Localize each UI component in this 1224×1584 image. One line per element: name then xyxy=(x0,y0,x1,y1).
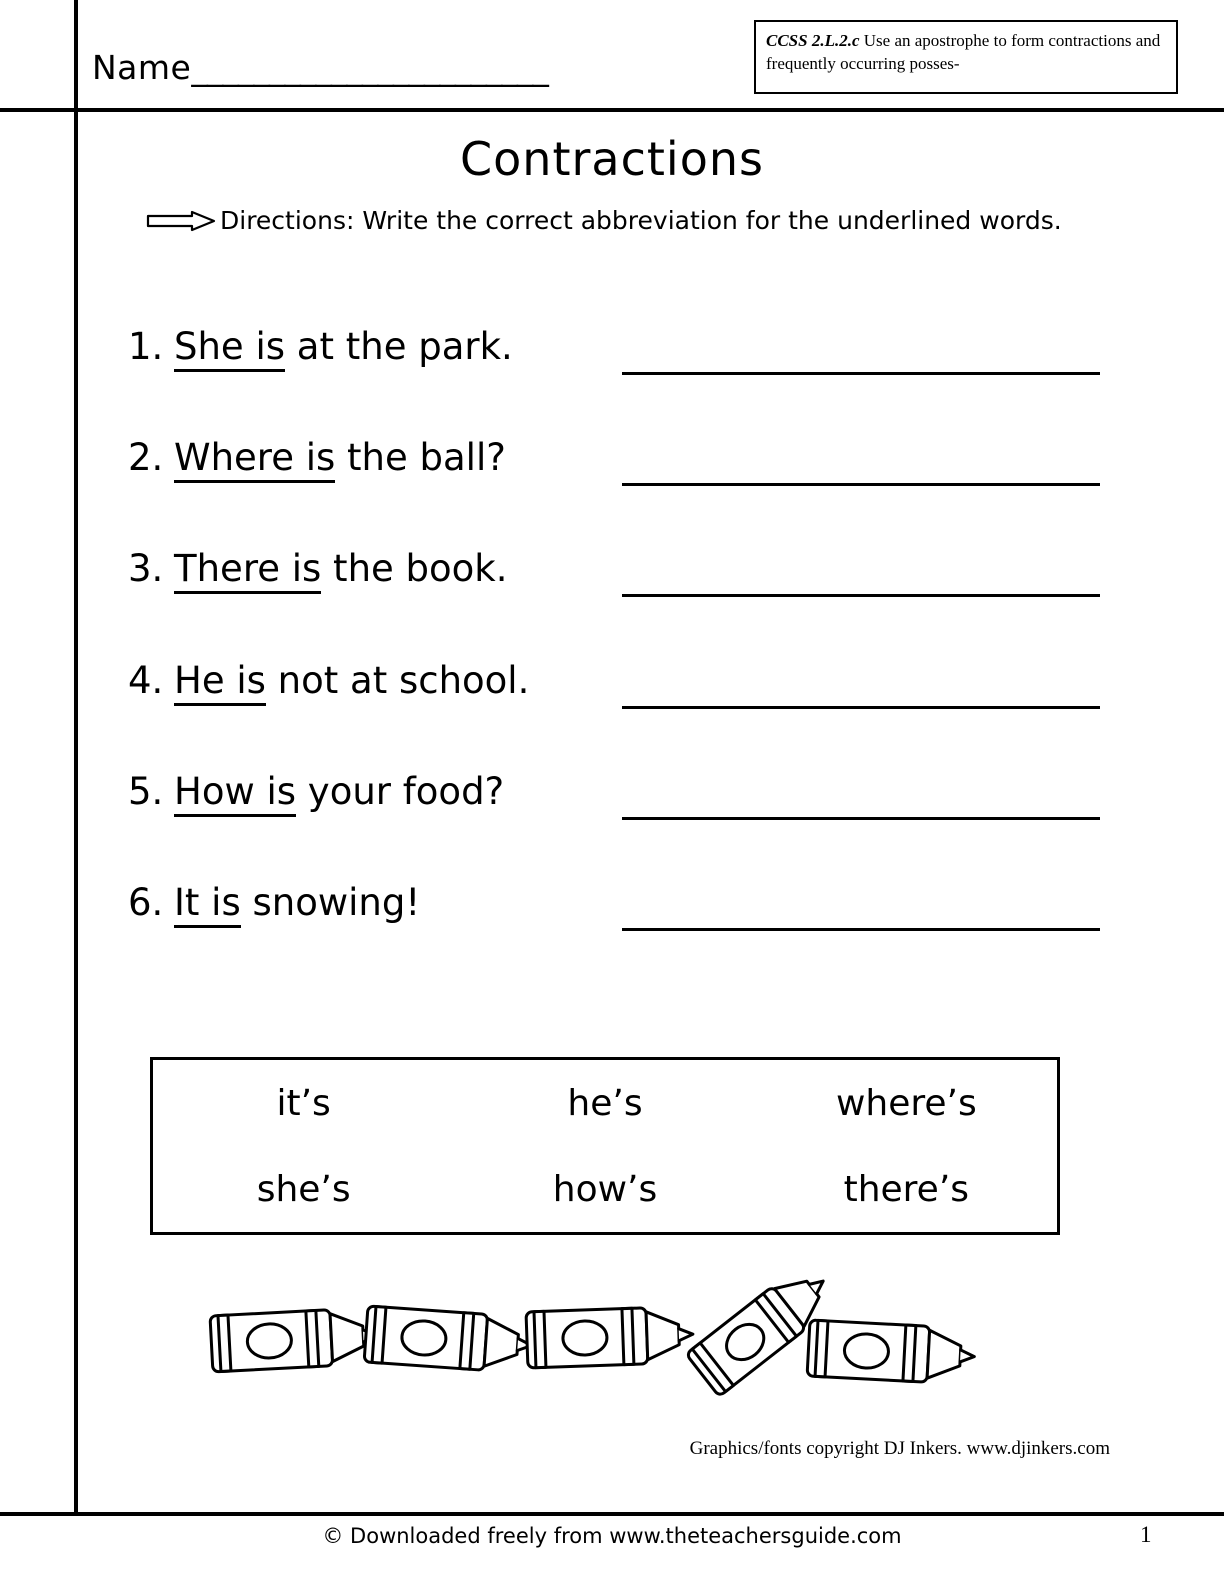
question-item xyxy=(128,547,1128,595)
ccss-standard-box xyxy=(754,20,1178,94)
question-number: 5. xyxy=(128,770,164,813)
underlined-words: There is xyxy=(174,547,321,594)
question-number: 3. xyxy=(128,547,164,590)
left-margin-rule xyxy=(74,0,78,1516)
word-bank-word: he’s xyxy=(567,1082,643,1124)
sentence-rest: at the park. xyxy=(285,325,513,368)
page-title: Contractions xyxy=(460,132,764,186)
question-sentence xyxy=(174,547,508,590)
question-sentence xyxy=(174,881,420,924)
question-sentence xyxy=(174,325,513,368)
graphics-credit: Graphics/fonts copyright DJ Inkers. www.djinkers.com xyxy=(689,1438,1110,1459)
answer-blank-line[interactable] xyxy=(622,928,1100,931)
question-sentence xyxy=(174,659,529,702)
sentence-rest: snowing! xyxy=(240,881,421,924)
footer-text: © Downloaded freely from www.theteachersguide.com xyxy=(322,1524,902,1548)
underlined-words: It is xyxy=(174,881,241,928)
word-bank-row xyxy=(153,1146,1057,1232)
underlined-words: She is xyxy=(174,325,285,372)
ccss-description: Use an apostrophe to form contractions and frequently occurring posses- xyxy=(766,31,1161,73)
sentence-rest: the ball? xyxy=(335,436,506,479)
answer-blank-line[interactable] xyxy=(622,372,1100,375)
directions-text: Directions: Write the correct abbreviation for the underlined words. xyxy=(220,206,1062,235)
sentence-rest: the book. xyxy=(321,547,508,590)
question-sentence xyxy=(174,436,506,479)
question-item xyxy=(128,325,1128,373)
arrow-right-icon xyxy=(146,210,216,232)
answer-blank-line[interactable] xyxy=(622,706,1100,709)
underlined-words: How is xyxy=(174,770,296,817)
word-bank-word: it’s xyxy=(276,1082,331,1124)
name-field-row xyxy=(92,48,548,87)
question-number: 4. xyxy=(128,659,164,702)
underlined-words: He is xyxy=(174,659,266,706)
question-item xyxy=(128,659,1128,707)
name-label: Name xyxy=(92,48,192,87)
crayons-illustration xyxy=(190,1258,1030,1418)
question-item xyxy=(128,436,1128,484)
ccss-code: CCSS 2.L.2.c xyxy=(766,31,860,50)
sentence-rest: not at school. xyxy=(265,659,530,702)
word-bank-word: where’s xyxy=(835,1082,977,1124)
answer-blank-line[interactable] xyxy=(622,594,1100,597)
name-blank-line[interactable]: _______________________ xyxy=(191,48,548,87)
underlined-words: Where is xyxy=(174,436,335,483)
word-bank-word: how’s xyxy=(552,1168,658,1210)
question-number: 1. xyxy=(128,325,164,368)
answer-blank-line[interactable] xyxy=(622,817,1100,820)
question-sentence xyxy=(174,770,504,813)
directions-row xyxy=(146,206,1062,235)
question-number: 6. xyxy=(128,881,164,924)
question-number: 2. xyxy=(128,436,164,479)
header-divider-rule xyxy=(0,108,1224,112)
question-item xyxy=(128,881,1128,929)
page-number: 1 xyxy=(1140,1522,1152,1547)
word-bank-word: she’s xyxy=(256,1168,351,1210)
word-bank-word: there’s xyxy=(843,1168,970,1210)
footer-divider-rule xyxy=(0,1512,1224,1516)
question-item xyxy=(128,770,1128,818)
sentence-rest: your food? xyxy=(296,770,505,813)
word-bank-box xyxy=(150,1057,1060,1235)
answer-blank-line[interactable] xyxy=(622,483,1100,486)
word-bank-row xyxy=(153,1060,1057,1146)
